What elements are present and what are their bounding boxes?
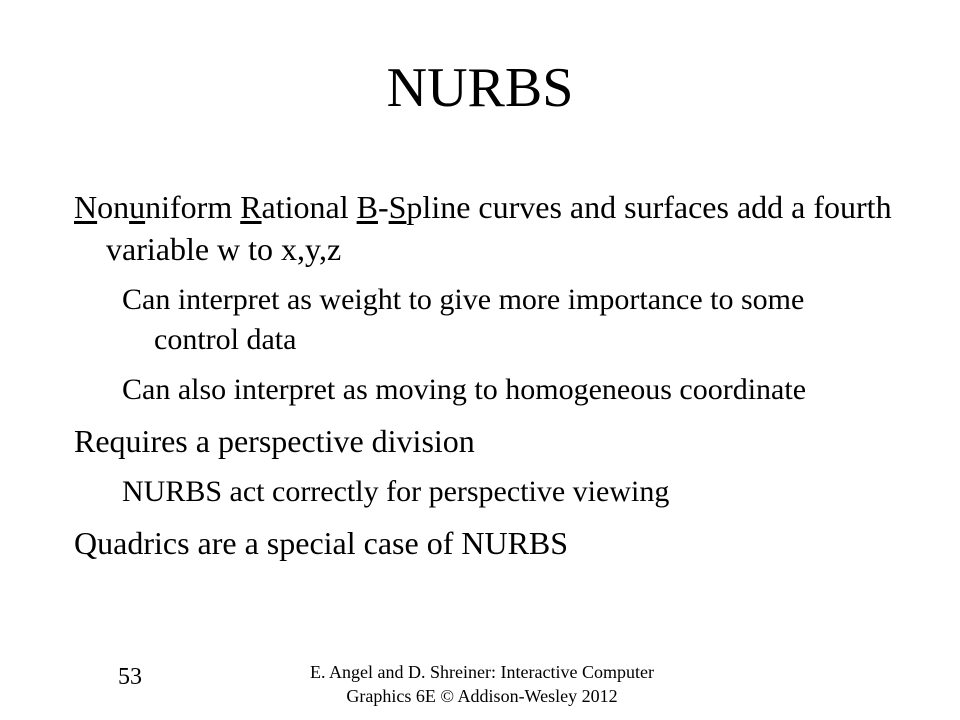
- text-segment: pline curves and surfaces add a fourth variable w to x,y,z: [106, 189, 892, 267]
- bullet-perspective-division: Requires a perspective division: [74, 423, 475, 459]
- sub-bullet-homogeneous: Can also interpret as moving to homogeneous coordinate: [122, 373, 807, 406]
- text-segment: niform: [145, 189, 241, 225]
- underlined-letter-b: B: [356, 189, 378, 225]
- text-segment: -: [377, 189, 389, 225]
- footer-line-1: E. Angel and D. Shreiner: Interactive Computer: [310, 662, 654, 682]
- underlined-letter-u: u: [129, 189, 146, 225]
- footer-citation: [252, 660, 712, 708]
- text-segment: on: [97, 189, 130, 225]
- footer-line-2: Graphics 6E © Addison-Wesley 2012: [346, 686, 618, 706]
- slide-number: 53: [118, 664, 142, 690]
- sub-bullet-perspective-viewing: NURBS act correctly for perspective viewing: [122, 475, 670, 508]
- underlined-letter-n: N: [74, 189, 98, 225]
- underlined-letter-s: S: [388, 189, 407, 225]
- bullet-nurbs-definition: [74, 186, 894, 270]
- bullet-quadrics: Quadrics are a special case of NURBS: [74, 525, 569, 561]
- text-segment: ational: [261, 189, 357, 225]
- slide-title: NURBS: [386, 57, 574, 119]
- underlined-letter-r: R: [240, 189, 262, 225]
- sub-bullet-weight: Can interpret as weight to give more importance to some control data: [122, 283, 805, 356]
- slide-body: [74, 186, 894, 574]
